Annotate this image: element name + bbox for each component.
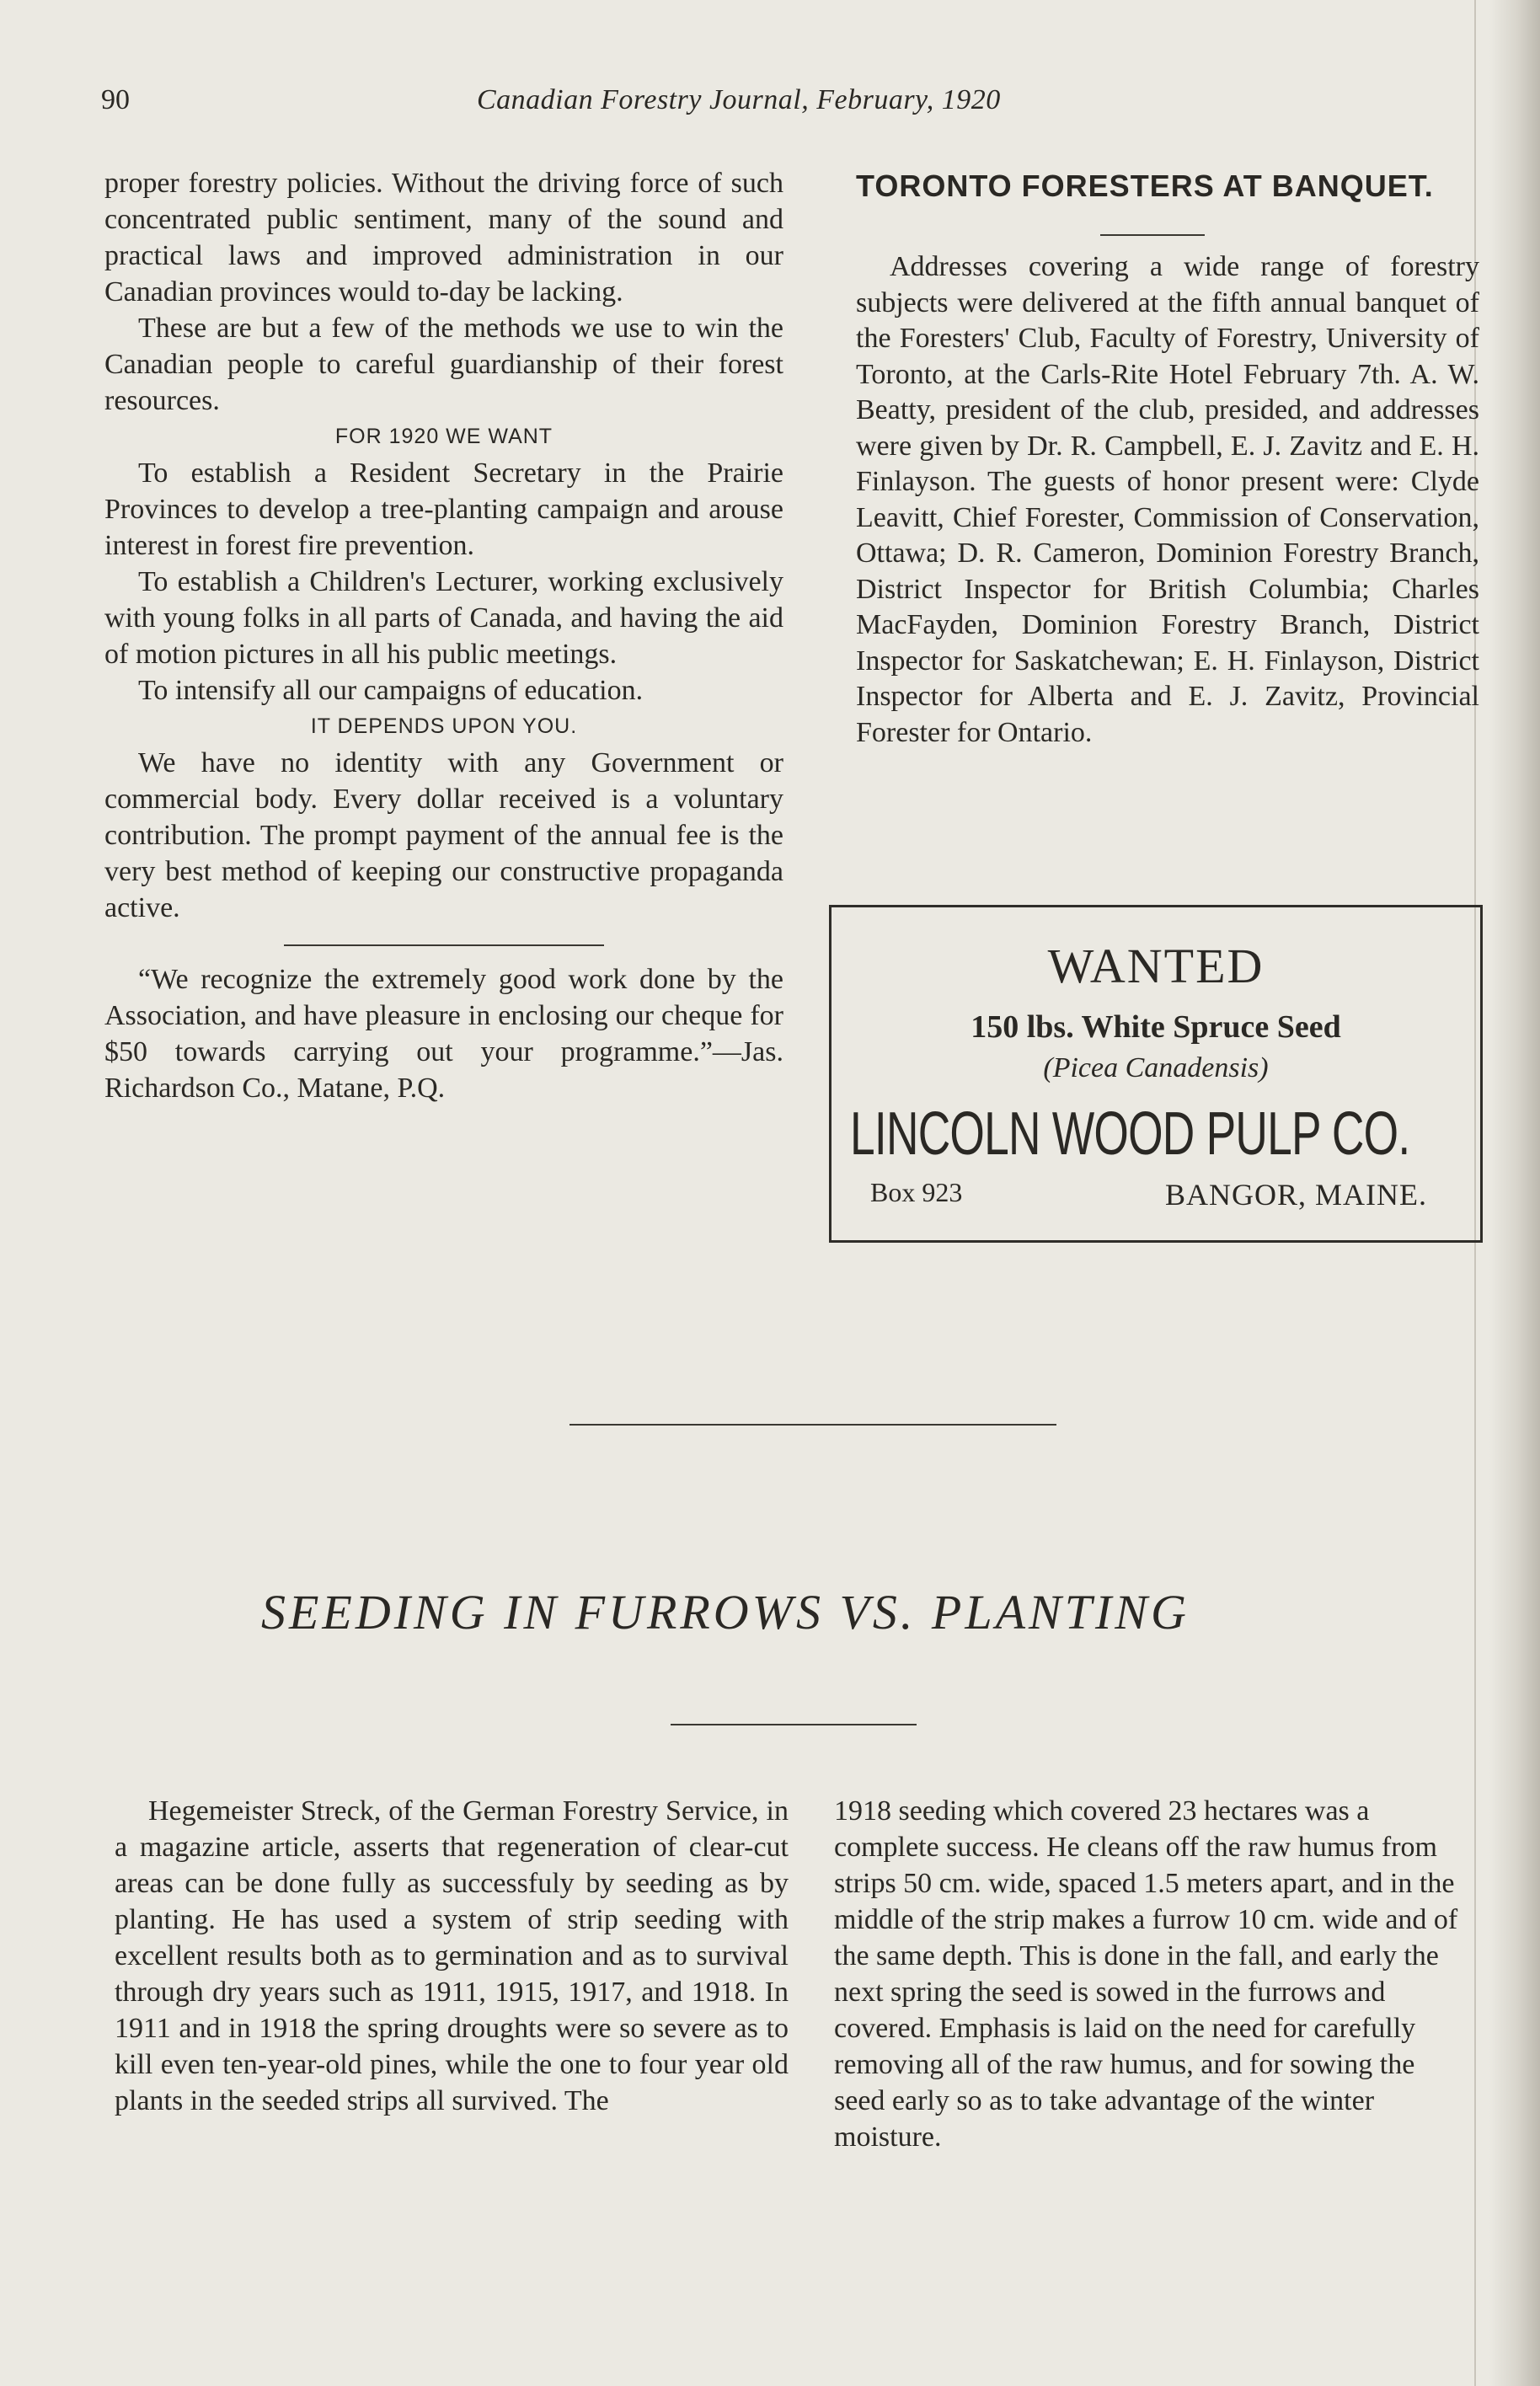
wanted-advertisement (829, 905, 1483, 1243)
subheading-for-1920: FOR 1920 WE WANT (334, 425, 553, 448)
ad-city: BANGOR, MAINE. (1165, 1178, 1427, 1212)
paragraph: To establish a Resident Secretary in the Prairie Provinces to develop a tree-planting campaign and arouse interest in forest fire prevention. (104, 457, 783, 561)
ad-company-name: LINCOLN WOOD PULP CO. (850, 1100, 1410, 1168)
paragraph: To intensify all our campaigns of education. (138, 675, 644, 706)
journal-title: Canadian Forestry Journal, February, 1920 (477, 84, 1001, 115)
divider-rule (284, 944, 604, 946)
paragraph: To establish a Children's Lecturer, working exclusively with young folks in all parts of Canada, and having the aid of motion pictures in all his public meetings. (104, 566, 783, 670)
article-paragraph: Hegemeister Streck, of the German Forestry Service, in a magazine article, asserts that regeneration of clear-cut areas can be done fully as successfuly by seeding as by planting. He has used a system of strip seeding with excellent results both as to germination and as to survival through dry years such as 1911, 1915, 1917, and 1918. In 1911 and in 1918 the spring droughts were so severe as to kill even ten-year-old pines, while the one to four year old plants in the seeded strips all survived. The (115, 1795, 789, 2116)
section-separator (569, 1424, 1056, 1426)
article-right-column (834, 1793, 1473, 2155)
paragraph: These are but a few of the methods we use to win the Canadian people to careful guardianship of their forest resources. (104, 313, 783, 416)
ad-box-number: Box 923 (870, 1177, 963, 1207)
paragraph: proper forestry policies. Without the driving force of such concentrated public sentiment, many of the sound and practical laws and improved administration in our Canadian provinces would to-day be lacking. (104, 168, 783, 308)
banquet-heading: TORONTO FORESTERS AT BANQUET. (856, 169, 1434, 203)
article-left-column (115, 1793, 789, 2119)
article-paragraph-continued: 1918 seeding which covered 23 hectares was a complete success. He cleans off the raw humus from strips 50 cm. wide, spaced 1.5 meters apart, and in the middle of the strip makes a furrow 10 cm. wide and of the same depth. This is done in the fall, and early the next spring the seed is sowed in the furrows and covered. Emphasis is laid on the need for carefully removing all of the raw humus, and for sowing the seed early so as to take advantage of the winter moisture. (834, 1795, 1458, 2153)
ad-species: (Picea Canadensis) (1043, 1052, 1269, 1083)
left-column-top (104, 165, 783, 1106)
running-header (101, 84, 1129, 126)
article-title: SEEDING IN FURROWS VS. PLANTING (261, 1585, 1190, 1640)
page-number: 90 (101, 84, 130, 115)
heading-rule (1100, 234, 1205, 236)
page-edge-shadow (1489, 0, 1540, 2386)
paragraph: We have no identity with any Government or commercial body. Every dollar received is a voluntary contribution. The prompt payment of the annual fee is the very best method of keeping our constructive propaganda active. (104, 747, 783, 923)
subheading-depends-upon-you: IT DEPENDS UPON YOU. (310, 714, 578, 738)
banquet-paragraph: Addresses covering a wide range of forestry subjects were delivered at the fifth annual banquet of the Foresters' Club, Faculty of Forestry, University of Toronto, at the Carls-Rite Hotel February 7th. A. W. Beatty, president of the club, presided, and addresses were given by Dr. R. Campbell, E. J. Zavitz and E. H. Finlayson. The guests of honor present were: Clyde Leavitt, Chief Forester, Commission of Conservation, Ottawa; D. R. Cameron, Dominion Forestry Branch, District Inspector for British Columbia; Charles MacFayden, Dominion Forestry Branch, District Inspector for Saskatchewan; E. H. Finlayson, District Inspector for Alberta and E. J. Zavitz, Provincial Forester for Ontario. (856, 251, 1479, 748)
ad-product: 150 lbs. White Spruce Seed (971, 1009, 1341, 1045)
quote-paragraph: “We recognize the extremely good work done by the Association, and have pleasure in enclosing our cheque for $50 towards carrying out your programme.”—Jas. Richardson Co., Matane, P.Q. (104, 964, 783, 1104)
right-column-top (856, 249, 1479, 751)
title-rule (671, 1724, 917, 1725)
ad-wanted-heading: WANTED (1047, 939, 1265, 993)
